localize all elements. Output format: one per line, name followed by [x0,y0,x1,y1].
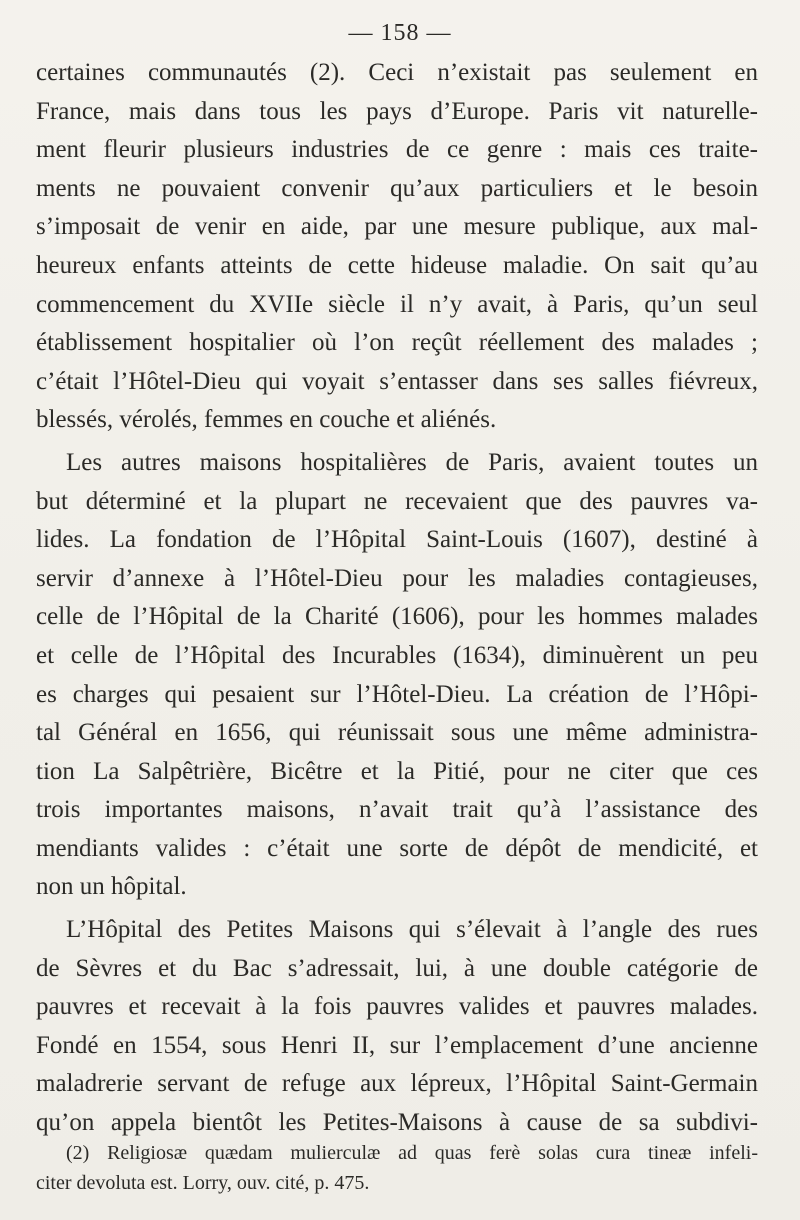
body-text [36,54,758,1143]
text-line: pauvres et recevait à la fois pauvres valides et pauvres malades. [36,993,758,1021]
footnote-line: (2) Religiosæ quædam mulierculæ ad quas ferè solas cura tineæ infeli- [66,1142,758,1164]
text-line: es charges qui pesaient sur l’Hôtel-Dieu. La création de l’Hôpi- [36,680,758,708]
text-line: lides. La fondation de l’Hôpital Saint-Louis (1607), destiné à [36,526,758,554]
text-line: Les autres maisons hospitalières de Paris, avaient toutes un [66,448,758,476]
text-line: Fondé en 1554, sous Henri II, sur l’emplacement d’une ancienne [36,1031,758,1059]
page-number: — 158 — [348,20,452,46]
text-line: c’était l’Hôtel-Dieu qui voyait s’entasser dans ses salles fiévreux, [36,367,758,395]
text-line: établissement hospitalier où l’on reçût réellement des malades ; [36,329,758,357]
text-line: commencement du XVIIe siècle il n’y avait, à Paris, qu’un seul [36,290,758,318]
text-line: celle de l’Hôpital de la Charité (1606), pour les hommes malades [36,603,758,631]
text-line: et celle de l’Hôpital des Incurables (1634), diminuèrent un peu [36,641,758,669]
text-line: ment fleurir plusieurs industries de ce genre : mais ces traite- [36,136,758,164]
text-line: servir d’annexe à l’Hôtel-Dieu pour les maladies contagieuses, [36,564,758,592]
text-line: but déterminé et la plupart ne recevaient que des pauvres va- [36,487,758,515]
text-line: maladrerie servant de refuge aux lépreux, l’Hôpital Saint-Germain [36,1070,758,1098]
text-line: de Sèvres et du Bac s’adressait, lui, à une double catégorie de [36,954,758,982]
text-line: trois importantes maisons, n’avait trait qu’à l’assistance des [36,796,758,824]
text-line: ments ne pouvaient convenir qu’aux particuliers et le besoin [36,174,758,202]
text-line: tion La Salpêtrière, Bicêtre et la Pitié, pour ne citer que ces [36,757,758,785]
text-line: France, mais dans tous les pays d’Europe. Paris vit naturelle- [36,97,758,125]
text-line: L’Hôpital des Petites Maisons qui s’élevait à l’angle des rues [66,916,758,944]
text-line: non un hôpital. [36,873,187,901]
text-line: tal Général en 1656, qui réunissait sous une même administra- [36,719,758,747]
footnote-line: citer devoluta est. Lorry, ouv. cité, p. 475. [36,1172,370,1194]
text-line: s’imposait de venir en aide, par une mesure publique, aux mal- [36,213,758,241]
footnote [36,1138,758,1198]
text-line: qu’on appela bientôt les Petites-Maisons à cause de sa subdivi- [36,1109,758,1137]
text-line: mendiants valides : c’était une sorte de dépôt de mendicité, et [36,834,758,862]
text-line: blessés, vérolés, femmes en couche et aliénés. [36,406,497,434]
text-line: heureux enfants atteints de cette hideuse maladie. On sait qu’au [36,251,758,279]
text-line: certaines communautés (2). Ceci n’existait pas seulement en [36,59,758,86]
